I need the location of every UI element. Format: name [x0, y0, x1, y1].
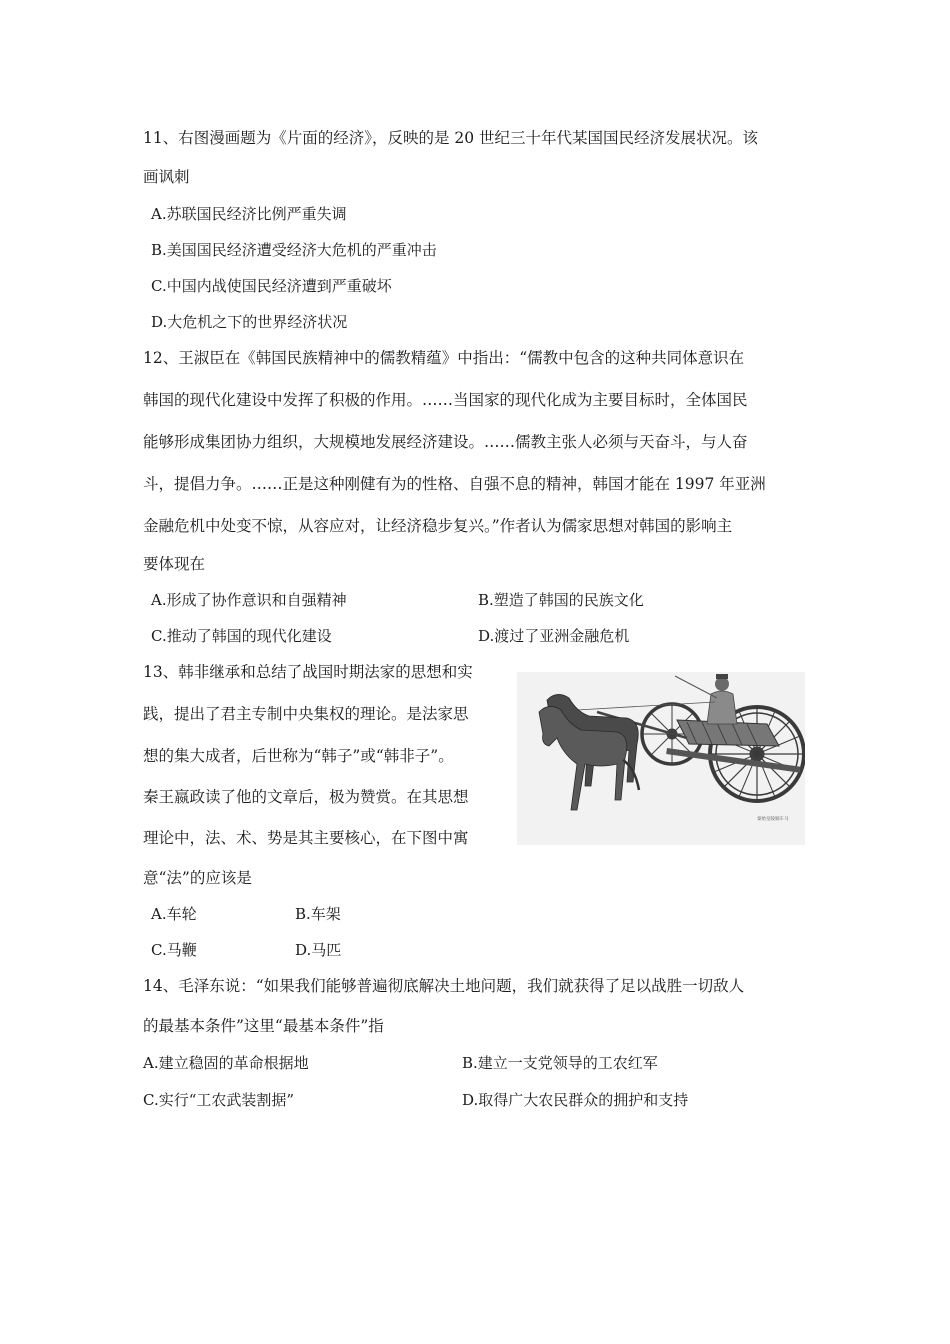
q13-option-a: A.车轮 [151, 905, 197, 923]
q12-option-c: C.推动了韩国的现代化建设 [151, 627, 332, 645]
q12-line4: 斗，提倡力争。……正是这种刚健有为的性格、自强不息的精神，韩国才能在 1997 年亚洲 [143, 475, 766, 493]
q14-option-d: D.取得广大农民群众的拥护和支持 [462, 1091, 689, 1109]
q12-option-a: A.形成了协作意识和自强精神 [151, 591, 347, 609]
whip [675, 676, 717, 698]
q13-option-b: B.车架 [295, 905, 341, 923]
q14-option-b: B.建立一支党领导的工农红军 [462, 1054, 658, 1072]
q13-line4: 秦王嬴政读了他的文章后，极为赞赏。在其思想 [143, 788, 469, 806]
chariot-horses-illustration [517, 672, 805, 845]
q14-option-c: C.实行“工农武装割据” [143, 1091, 295, 1109]
q11-option-c: C.中国内战使国民经济遭到严重破坏 [151, 277, 392, 295]
q12-line2: 韩国的现代化建设中发挥了积极的作用。……当国家的现代化成为主要目标时，全体国民 [143, 391, 748, 409]
horses [539, 694, 639, 810]
q11-stem-line2: 画讽刺 [143, 168, 190, 186]
q13-line1: 13、韩非继承和总结了战国时期法家的思想和实 [143, 663, 473, 681]
q13-option-c: C.马鞭 [151, 941, 197, 959]
q12-line3: 能够形成集团协力组织，大规模地发展经济建设。……儒教主张人必须与天奋斗，与人奋 [143, 433, 748, 451]
q12-line1: 12、王淑臣在《韩国民族精神中的儒教精蕴》中指出：“儒教中包含的这种共同体意识在 [143, 349, 745, 367]
q12-option-b: B.塑造了韩国的民族文化 [478, 591, 644, 609]
q14-option-a: A.建立稳固的革命根据地 [143, 1054, 309, 1072]
q14-stem-line1: 14、毛泽东说：“如果我们能够普遍彻底解决土地问题，我们就获得了足以战胜一切敌人 [143, 977, 745, 995]
bronze-chariot-figure [517, 672, 805, 845]
q13-line5: 理论中，法、术、势是其主要核心，在下图中寓 [143, 829, 469, 847]
q12-line6: 要体现在 [143, 555, 206, 573]
q12-option-d: D.渡过了亚洲金融危机 [478, 627, 630, 645]
q13-option-d: D.马匹 [295, 941, 342, 959]
q11-option-b: B.美国国民经济遭受经济大危机的严重冲击 [151, 241, 437, 259]
q12-line5: 金融危机中处变不惊，从容应对，让经济稳步复兴。”作者认为儒家思想对韩国的影响主 [143, 517, 733, 535]
reins [577, 702, 715, 710]
q11-stem-line1: 11、右图漫画题为《片面的经济》，反映的是 20 世纪三十年代某国国民经济发展状况。该 [143, 129, 759, 147]
figure-caption: 秦始皇陵铜车马 [757, 817, 789, 822]
q11-option-a: A.苏联国民经济比例严重失调 [151, 205, 347, 223]
driver-figure [707, 674, 737, 724]
q13-line3: 想的集大成者，后世称为“韩子”或“韩非子”。 [143, 747, 454, 765]
q13-line6: 意“法”的应该是 [143, 869, 252, 887]
q11-option-d: D.大危机之下的世界经济状况 [151, 313, 348, 331]
q14-stem-line2: 的最基本条件”这里“最基本条件”指 [143, 1017, 384, 1035]
q13-line2: 践，提出了君主专制中央集权的理论。是法家思 [143, 705, 469, 723]
